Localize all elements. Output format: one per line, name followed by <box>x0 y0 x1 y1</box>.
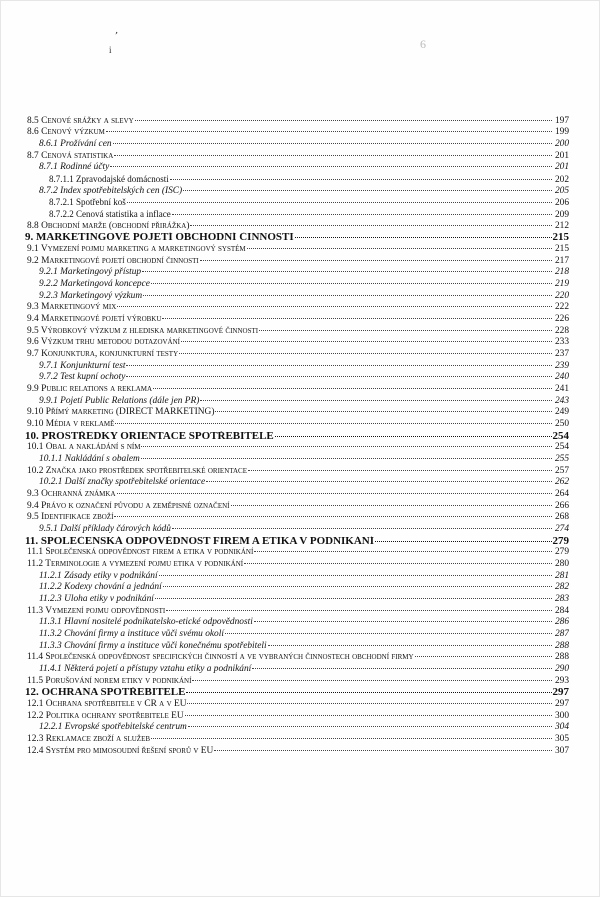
toc-entry-page-number: 283 <box>554 594 569 605</box>
toc-entry-page-number: 206 <box>554 198 569 209</box>
toc-section-entry <box>25 489 569 501</box>
toc-entry-page-number: 307 <box>554 745 569 756</box>
toc-entry-page-number: 286 <box>554 617 569 628</box>
toc-entry-title: 9. MARKETINGOVÉ POJETÍ OBCHODNÍ ČINNOSTI <box>25 232 294 244</box>
toc-entry-page-number: 280 <box>554 559 569 570</box>
dot-leader <box>200 260 552 261</box>
toc-section-entry <box>25 512 569 524</box>
dot-leader <box>254 621 552 622</box>
toc-entry-page-number: 250 <box>554 418 569 429</box>
toc-section-entry <box>25 547 569 559</box>
toc-chapter-entry <box>25 431 569 443</box>
toc-entry-title: 8.7.1.1 Zpravodajské domácnosti <box>49 173 169 184</box>
toc-entry-title: 9.2.3 Marketingový výzkum <box>39 290 143 301</box>
toc-section-entry <box>25 606 569 618</box>
toc-entry-page-number: 288 <box>554 652 569 663</box>
toc-subsection-entry <box>25 361 569 373</box>
toc-entry-title: 12.2.1 Evropské spotřebitelské centrum <box>39 722 187 733</box>
toc-entry-title: 11.3 Vymezení pojmu odpovědnosti <box>27 605 166 616</box>
toc-entry-title: 11.4 Společenská odpovědnost specifických činností a ve vybraných činnostech obchodní firmy <box>27 652 414 663</box>
toc-section-entry <box>25 127 569 139</box>
toc-entry-page-number: 209 <box>554 209 569 220</box>
toc-chapter-entry <box>25 687 569 699</box>
toc-entry-title: 9.2 Marketingové pojetí obchodní činnosti <box>27 255 199 266</box>
toc-section-entry <box>25 326 569 338</box>
toc-section-entry <box>25 384 569 396</box>
toc-entry-page-number: 290 <box>554 664 569 675</box>
toc-entry-page-number: 288 <box>554 640 569 651</box>
toc-section-entry <box>25 652 569 664</box>
toc-entry-page-number: 305 <box>554 734 569 745</box>
toc-entry-page-number: 228 <box>554 325 569 336</box>
toc-section-entry <box>25 746 569 758</box>
toc-entry-page-number: 237 <box>554 348 569 359</box>
dot-leader <box>117 306 552 307</box>
toc-entry-title: 9.10 Přímý marketing (DIRECT MARKETING) <box>27 407 215 418</box>
toc-entry-page-number: 241 <box>554 383 569 394</box>
dot-leader <box>110 166 552 167</box>
toc-entry-page-number: 279 <box>554 547 569 558</box>
toc-section-entry <box>25 699 569 711</box>
toc-entry-title: 12.3 Reklamace zboží a služeb <box>27 734 151 745</box>
dot-leader <box>153 388 552 389</box>
toc-section-entry <box>25 442 569 454</box>
toc-subsection-entry <box>25 477 569 489</box>
toc-entry-title: 9.5 Výrobkový výzkum z hlediska marketingové činnosti <box>27 325 259 336</box>
toc-entry-title: 8.6.1 Prožívání cen <box>39 138 112 149</box>
toc-entry-title: 11.3.2 Chování firmy a instituce vůči svému okolí <box>39 629 224 640</box>
toc-entry-title: 10.1.1 Nakládání s obalem <box>39 453 140 464</box>
toc-entry-title: 9.7.1 Konjunkturní test <box>39 360 126 371</box>
toc-entry-title: 8.8 Obchodní marže (obchodní přirážka) <box>27 220 190 231</box>
dot-leader <box>115 423 552 424</box>
toc-entry-title: 10.1 Obal a nakládání s ním <box>27 442 141 453</box>
dot-leader <box>141 458 552 459</box>
toc-section-entry <box>25 711 569 723</box>
toc-section-entry <box>25 419 569 431</box>
toc-subsection-entry <box>25 291 569 303</box>
dot-leader <box>114 516 552 517</box>
toc-entry-title: 9.5.1 Další příklady čárových kódů <box>39 524 171 535</box>
toc-subsection-entry <box>25 629 569 641</box>
toc-entry-title: 8.6 Cenový výzkum <box>27 127 105 138</box>
toc-entry-title: 8.5 Cenové srážky a slevy <box>27 115 134 126</box>
toc-entry-title: 9.9 Public relations a reklama <box>27 383 153 394</box>
dot-leader <box>190 225 552 226</box>
dot-leader <box>126 376 552 377</box>
dot-leader <box>259 330 552 331</box>
dot-leader <box>206 481 552 482</box>
dot-leader <box>188 726 552 727</box>
toc-entry-title: 11.4.1 Některá pojetí a přístupy vztahu etiky a podnikání <box>39 664 252 675</box>
toc-subsection-entry <box>25 267 569 279</box>
toc-entry-title: 9.1 Vymezení pojmu marketing a marketingový systém <box>27 243 246 254</box>
dot-leader <box>275 436 552 437</box>
dot-leader <box>192 680 552 681</box>
dot-leader <box>106 131 552 132</box>
toc-entry-page-number: 199 <box>554 127 569 138</box>
toc-entry-title: 9.10 Média v reklamě <box>27 418 115 429</box>
toc-section-entry <box>25 302 569 314</box>
toc-entry-title: 10.2.1 Další značky spotřebitelské orientace <box>39 477 206 488</box>
toc-entry-title: 9.2.1 Marketingový přístup <box>39 267 142 278</box>
dot-leader <box>143 295 552 296</box>
toc-subsection-entry <box>25 209 569 221</box>
toc-entry-page-number: 284 <box>554 605 569 616</box>
toc-entry-page-number: 202 <box>554 174 569 185</box>
toc-entry-page-number: 304 <box>554 722 569 733</box>
toc-entry-page-number: 262 <box>554 477 569 488</box>
dot-leader <box>248 470 552 471</box>
toc-entry-page-number: 293 <box>554 675 569 686</box>
toc-subsection-entry <box>25 454 569 466</box>
dot-leader <box>252 668 552 669</box>
dot-leader <box>415 656 552 657</box>
toc-subsection-entry <box>25 372 569 384</box>
dot-leader <box>215 411 552 412</box>
dot-leader <box>159 575 552 576</box>
toc-entry-title: 10. PROSTŘEDKY ORIENTACE SPOTŘEBITELE <box>25 430 274 442</box>
toc-entry-title: 8.7 Cenová statistika <box>27 150 114 161</box>
faint-page-mark: 6 <box>420 37 426 51</box>
toc-subsection-entry <box>25 186 569 198</box>
toc-subsection-entry <box>25 279 569 291</box>
toc-section-entry <box>25 314 569 326</box>
toc-subsection-entry <box>25 571 569 583</box>
table-of-contents <box>25 116 569 758</box>
toc-entry-title: 11.5 Porušování norem etiky v podnikání <box>27 675 192 686</box>
toc-entry-title: 12.4 Systém pro mimosoudní řešení sporů v EU <box>27 745 214 756</box>
toc-entry-page-number: 274 <box>554 524 569 535</box>
toc-section-entry <box>25 151 569 163</box>
dot-leader <box>170 179 552 180</box>
toc-entry-page-number: 249 <box>554 407 569 418</box>
toc-entry-title: 8.7.2 Index spotřebitelských cen (ISC) <box>39 185 183 196</box>
toc-entry-title: 8.7.1 Rodinné účty <box>39 162 110 173</box>
dot-leader <box>268 645 552 646</box>
toc-entry-page-number: 215 <box>554 243 569 254</box>
toc-entry-title: 11.3.1 Hlavní nositelé podnikatelsko-etické odpovědnosti <box>39 617 253 628</box>
toc-entry-title: 9.4 Marketingové pojetí výrobku <box>27 313 162 324</box>
dot-leader <box>135 120 552 121</box>
toc-subsection-entry <box>25 524 569 536</box>
toc-entry-title: 11.2.3 Úloha etiky v podnikání <box>39 594 154 605</box>
dot-leader <box>172 214 552 215</box>
toc-entry-page-number: 218 <box>554 267 569 278</box>
toc-entry-title: 11. SPOLEČENSKÁ ODPOVĚDNOST FIREM A ETIKA V PODNIKÁNÍ <box>25 535 375 547</box>
toc-entry-title: 8.7.2.2 Cenová statistika a inflace <box>49 208 171 219</box>
toc-entry-page-number: 268 <box>554 512 569 523</box>
toc-entry-page-number: 300 <box>554 710 569 721</box>
toc-subsection-entry <box>25 641 569 653</box>
toc-entry-page-number: 282 <box>554 582 569 593</box>
toc-entry-title: 9.5 Identifikace zboží <box>27 512 114 523</box>
toc-section-entry <box>25 676 569 688</box>
dot-leader <box>231 505 553 506</box>
toc-section-entry <box>25 349 569 361</box>
dot-leader <box>151 738 552 739</box>
toc-entry-title: 11.2.2 Kodexy chování a jednání <box>39 582 162 593</box>
toc-entry-page-number: 205 <box>554 185 569 196</box>
toc-entry-page-number: 200 <box>554 138 569 149</box>
dot-leader <box>126 365 552 366</box>
toc-entry-title: 9.9.1 Pojetí Public Relations (dále jen PR) <box>39 395 200 406</box>
toc-entry-page-number: 243 <box>554 395 569 406</box>
toc-subsection-entry <box>25 396 569 408</box>
dot-leader <box>179 353 552 354</box>
toc-entry-page-number: 297 <box>552 687 569 699</box>
toc-entry-title: 8.7.2.1 Spotřební koš <box>49 197 126 208</box>
toc-subsection-entry <box>25 139 569 151</box>
toc-entry-page-number: 239 <box>554 360 569 371</box>
toc-chapter-entry <box>25 536 569 548</box>
dot-leader <box>254 551 552 552</box>
toc-subsection-entry <box>25 594 569 606</box>
dot-leader <box>114 155 552 156</box>
toc-entry-title: 9.2.2 Marketingová koncepce <box>39 278 150 289</box>
dot-leader <box>244 563 552 564</box>
toc-entry-page-number: 264 <box>554 489 569 499</box>
dot-leader <box>155 598 552 599</box>
toc-entry-title: 9.6 Výzkum trhu metodou dotazování <box>27 337 180 348</box>
toc-section-entry <box>25 734 569 746</box>
toc-entry-page-number: 219 <box>554 278 569 289</box>
dot-leader <box>186 692 551 693</box>
dot-leader <box>247 248 552 249</box>
toc-entry-title: 9.4 Právo k označení původu a zeměpisné označení <box>27 500 230 511</box>
toc-entry-page-number: 197 <box>554 115 569 126</box>
dot-leader <box>166 610 552 611</box>
toc-section-entry <box>25 407 569 419</box>
toc-section-entry <box>25 466 569 478</box>
toc-entry-title: 11.2.1 Zásady etiky v podnikání <box>39 570 158 581</box>
dot-leader <box>181 341 552 342</box>
toc-entry-page-number: 297 <box>554 699 569 710</box>
toc-entry-page-number: 215 <box>552 232 569 244</box>
dot-leader <box>187 703 552 704</box>
toc-entry-page-number: 217 <box>554 255 569 266</box>
dot-leader <box>295 237 552 238</box>
toc-entry-title: 9.7.2 Test kupní ochoty <box>39 372 126 383</box>
dot-leader <box>225 633 552 634</box>
dot-leader <box>141 446 552 447</box>
dot-leader <box>162 318 552 319</box>
toc-entry-page-number: 201 <box>554 150 569 161</box>
toc-entry-title: 11.3.3 Chování firmy a instituce vůči konečnému spotřebiteli <box>39 640 267 651</box>
toc-entry-page-number: 266 <box>554 500 569 511</box>
toc-entry-title: 11.2 Terminologie a vymezení pojmu etika v podnikání <box>27 559 244 570</box>
toc-subsection-entry <box>25 162 569 174</box>
toc-entry-title: 12.1 Ochrana spotřebitele v ČR a v EU <box>27 699 187 710</box>
toc-entry-page-number: 287 <box>554 629 569 640</box>
toc-entry-title: 9.3 Ochranná známka <box>27 489 116 499</box>
toc-entry-page-number: 255 <box>554 453 569 464</box>
toc-entry-title: 9.7 Konjunktura, konjunkturní testy <box>27 348 179 359</box>
toc-section-entry <box>25 244 569 256</box>
toc-entry-page-number: 212 <box>554 220 569 231</box>
dot-leader <box>200 400 552 401</box>
toc-entry-page-number: 279 <box>552 535 569 547</box>
toc-entry-title: 12. OCHRANA SPOTŘEBITELE <box>25 687 186 699</box>
toc-entry-page-number: 257 <box>554 465 569 476</box>
toc-subsection-entry <box>25 174 569 186</box>
toc-entry-title: 9.3 Marketingový mix <box>27 302 117 313</box>
toc-section-entry <box>25 559 569 571</box>
toc-subsection-entry <box>25 617 569 629</box>
dot-leader <box>163 586 552 587</box>
dot-leader <box>185 715 552 716</box>
toc-chapter-entry <box>25 232 569 244</box>
dot-leader <box>151 283 552 284</box>
dot-leader <box>172 528 552 529</box>
dot-leader <box>183 190 552 191</box>
toc-entry-title: 10.2 Značka jako prostředek spotřebitelské orientace <box>27 465 247 476</box>
dot-leader <box>117 493 552 494</box>
toc-entry-page-number: 226 <box>554 313 569 324</box>
toc-section-entry <box>25 337 569 349</box>
toc-entry-page-number: 201 <box>554 162 569 173</box>
toc-entry-page-number: 222 <box>554 302 569 313</box>
toc-entry-page-number: 220 <box>554 290 569 301</box>
toc-subsection-entry <box>25 664 569 676</box>
dot-leader <box>375 541 551 542</box>
toc-section-entry <box>25 116 569 128</box>
dot-leader <box>127 202 552 203</box>
dot-leader <box>142 271 552 272</box>
toc-subsection-entry <box>25 722 569 734</box>
dot-leader <box>113 143 552 144</box>
pen-mark: , <box>114 24 120 37</box>
toc-subsection-entry <box>25 197 569 209</box>
toc-entry-page-number: 281 <box>554 570 569 581</box>
toc-entry-title: 12.2 Politika ochrany spotřebitele EU <box>27 710 184 721</box>
toc-subsection-entry <box>25 582 569 594</box>
toc-entry-title: 11.1 Společenská odpovědnost firem a etika v podnikání <box>27 547 254 558</box>
toc-entry-page-number: 254 <box>554 442 569 453</box>
toc-section-entry <box>25 501 569 513</box>
dot-leader <box>214 750 552 751</box>
pen-mark: i <box>109 45 112 55</box>
toc-entry-page-number: 233 <box>554 337 569 348</box>
toc-section-entry <box>25 221 569 233</box>
toc-entry-page-number: 254 <box>552 430 569 442</box>
toc-section-entry <box>25 256 569 268</box>
toc-entry-page-number: 240 <box>554 372 569 383</box>
